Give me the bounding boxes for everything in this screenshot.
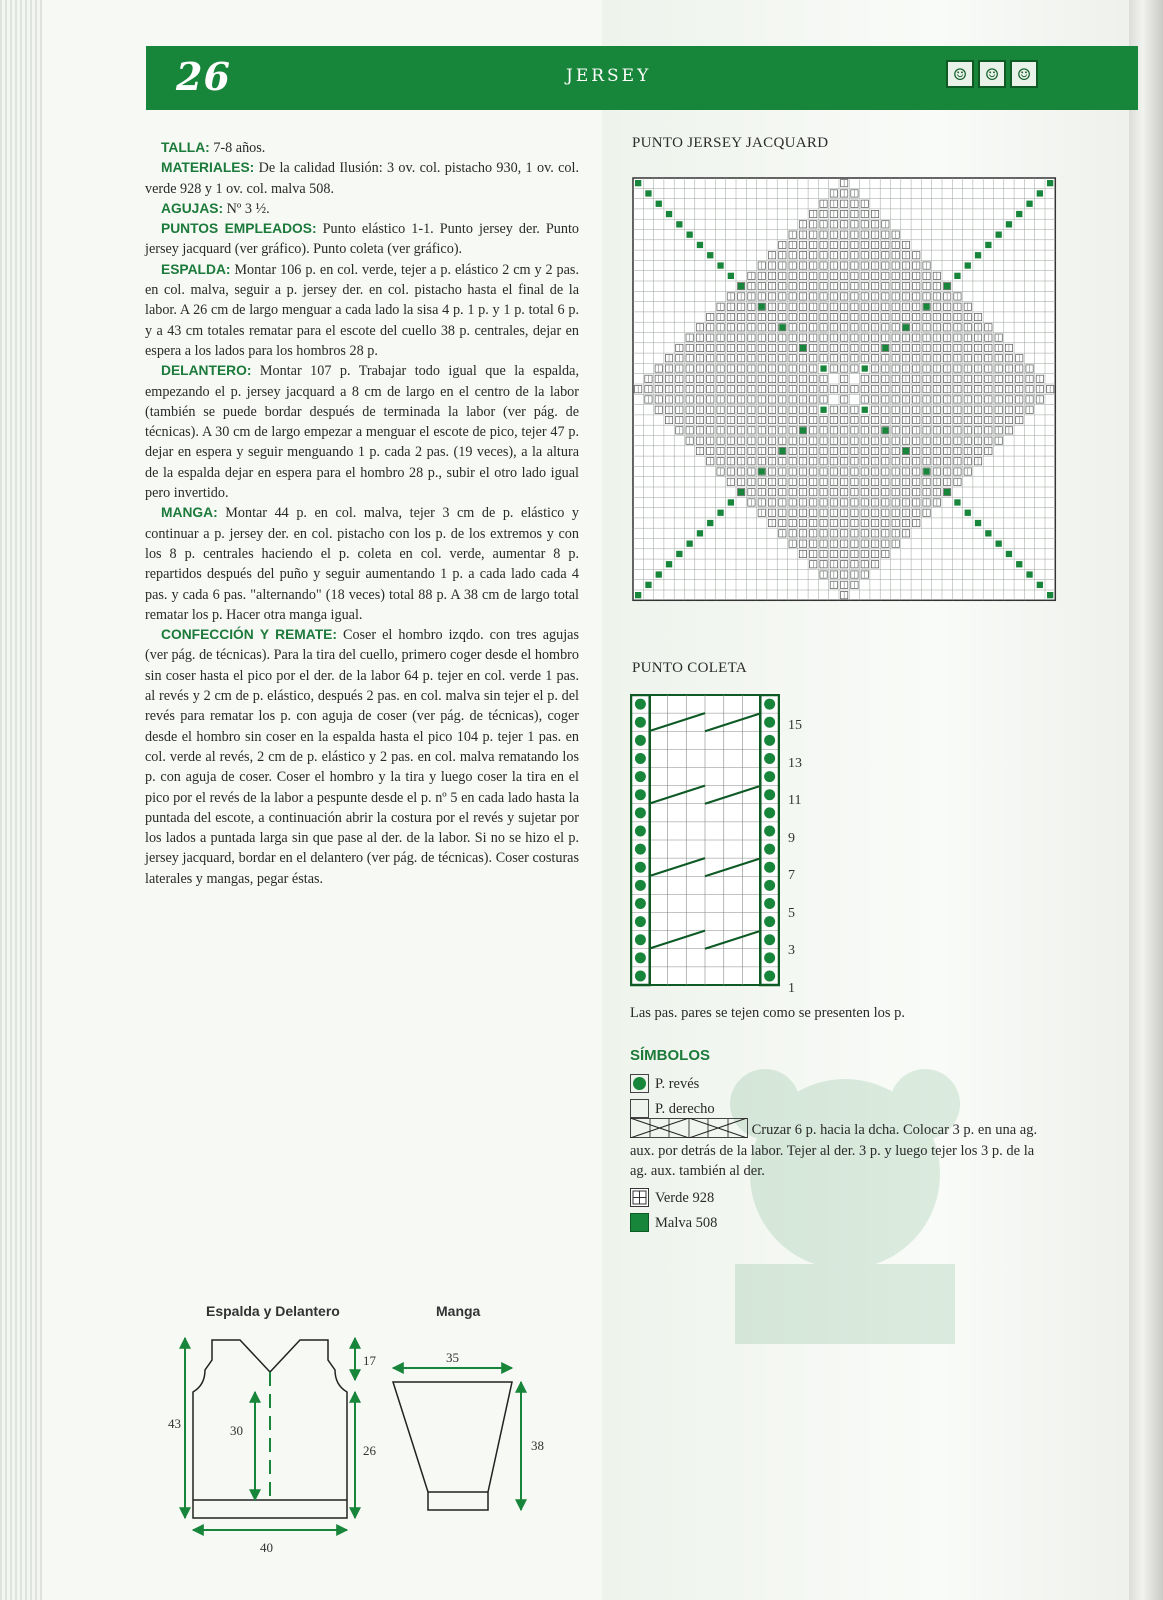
instructions-text bbox=[145, 138, 579, 889]
coleta-row-number: 7 bbox=[788, 868, 795, 883]
paragraph-talla: TALLA: 7-8 años. bbox=[161, 140, 266, 156]
paragraph-agujas: AGUJAS: Nº 3 ½. bbox=[161, 200, 270, 217]
symbol-cross: Cruzar 6 p. hacia la dcha. Colocar 3 p. en una ag. aux. por detrás de la labor. Tejer al der. 3 p. y luego tejer los 3 p. de la ag. aux. también al der. bbox=[630, 1118, 1050, 1182]
cable-cross-icon bbox=[630, 1118, 748, 1138]
malva-filled-icon bbox=[630, 1213, 649, 1232]
paragraph-confeccion: CONFECCIÓN Y REMATE: Coser el hombro izqdo. con tres agujas (ver pág. de técnicas). Para la tira del cuello, primero coger desde el hombro sin coser hasta el pico por el der. de la labor 64 p. tejer en col. verde 1 pas. al revés y 2 cm de p. elástico, después 2 pas. en col. malva sin tejer el p. del revés para rematar los p. con aguja de coser (ver pág. de técnicas), coger desde el hombro sin coser en la espalda hasta el pico 104 p. tejer 1 pas. en col. verde al revés, 2 cm de p. elástico y 2 pas. en col. malva rematando los p. con aguja de coser. Coser el hombro y la tira y luego coser la tira en el pico por el revés de la labor a pespunte desde el p. nº 5 en cada lado hasta la puntada del escote, a continuación abrir la costura por el revés y sujetar por los lados a puntada larga sin que pase al der. de la labor. Si no se hizo el p. jersey jacquard, bordar en el delantero (ver pág. de técnicas). Coser costuras laterales y mangas, pegar éstas. bbox=[145, 627, 579, 887]
coleta-row-number: 5 bbox=[788, 905, 795, 921]
paragraph-manga: MANGA: Montar 44 p. en col. malva, tejer 3 cm de p. elástico y continuar a p. jersey der. en col. pistacho con los p. de los extremos y con los 8 p. centrales haciendo el p. coleta en col. verde, aumentar 8 p. repartidos después del puño y seguir aumentando 1 p. a cada lado cada 4 pas. y cada 6 pas. "alternando" (18 veces) total 88 p. A 38 cm de largo total rematar los p. Hacer otra manga igual. bbox=[145, 505, 579, 623]
body-width-label: 40 bbox=[260, 1540, 273, 1555]
paragraph-puntos: PUNTOS EMPLEADOS: Punto elástico 1-1. Punto jersey der. Punto jersey jacquard (ver gráfico). Punto coleta (ver gráfico). bbox=[145, 221, 579, 258]
body-height-label: 43 bbox=[168, 1416, 181, 1431]
page-title: JERSEY bbox=[566, 66, 652, 86]
knit-square-icon bbox=[630, 1099, 649, 1118]
coleta-row-number: 13 bbox=[788, 755, 802, 771]
garment-schematics bbox=[160, 1330, 560, 1580]
bear-face-icon: ☺ bbox=[1010, 60, 1038, 88]
coleta-chart bbox=[630, 694, 780, 998]
paragraph-espalda: ESPALDA: Montar 106 p. en col. verde, tejer a p. elástico 2 cm y 2 pas. en col. malva, seguir a p. jersey der. en col. pistacho hasta el final de la labor. A 26 cm de largo menguar a cada lado la sisa 4 p. 1 p. y 1 p. total 6 p. y a 43 cm totales rematar para el escote del cuello 38 p. centrales, dejar en espera a los lados para los hombros 28 p. bbox=[145, 261, 579, 359]
sleeve-schematic-title: Manga bbox=[436, 1303, 481, 1319]
sleeve-top-label: 35 bbox=[446, 1350, 459, 1365]
coleta-row-number: 9 bbox=[788, 830, 795, 846]
coleta-chart-title: PUNTO COLETA bbox=[632, 660, 748, 676]
page-header bbox=[146, 46, 1138, 110]
body-neck-label: 17 bbox=[363, 1353, 376, 1368]
verde-grid-icon bbox=[630, 1188, 649, 1207]
body-side-label: 26 bbox=[363, 1443, 376, 1458]
bear-face-icon: ☺ bbox=[946, 60, 974, 88]
coleta-row-number: 1 bbox=[788, 980, 795, 996]
symbols-title: SÍMBOLOS bbox=[630, 1047, 711, 1064]
paragraph-materiales: MATERIALES: De la calidad Ilusión: 3 ov. col. pistacho 930, 1 ov. col. verde 928 y 1 ov. col. malva 508. bbox=[145, 160, 579, 197]
bear-face-icon: ☺ bbox=[978, 60, 1006, 88]
body-schematic-title: Espalda y Delantero bbox=[206, 1303, 340, 1319]
header-icons bbox=[946, 60, 1038, 88]
page-number: 26 bbox=[176, 54, 231, 99]
sleeve-schematic bbox=[393, 1382, 512, 1510]
symbols-legend bbox=[630, 1047, 1050, 1232]
symbol-derecho: P. derecho bbox=[630, 1093, 1050, 1118]
jacquard-chart-title: PUNTO JERSEY JACQUARD bbox=[632, 135, 829, 151]
symbol-verde: Verde 928 bbox=[630, 1182, 1050, 1207]
coleta-note: Las pas. pares se tejen como se presenten los p. bbox=[630, 1005, 906, 1021]
jacquard-chart bbox=[630, 175, 1062, 609]
coleta-row-number: 11 bbox=[788, 793, 802, 808]
sleeve-length-label: 38 bbox=[531, 1438, 544, 1453]
body-armhole-label: 30 bbox=[230, 1423, 243, 1438]
symbol-malva: Malva 508 bbox=[630, 1207, 1050, 1232]
coleta-row-number: 15 bbox=[788, 718, 802, 733]
paragraph-delantero: DELANTERO: Montar 107 p. Trabajar todo igual que la espalda, empezando el p. jersey jacquard a 8 cm de largo en el centro de la labor (también se puede bordar después de terminada la labor (ver pág. de técnicas). A 30 cm de largo empezar a menguar el escote de pico, tejer 47 p. dejar en espera y seguir menguando 1 p. cada 2 pas. (19 veces), a la altura de la espalda dejar en espera para el hombro 28 p., subir el otro lado igual pero invertido. bbox=[145, 363, 579, 502]
coleta-row-number: 3 bbox=[788, 943, 795, 958]
purl-dot-icon bbox=[630, 1074, 649, 1093]
symbol-reves: P. revés bbox=[630, 1068, 1050, 1093]
